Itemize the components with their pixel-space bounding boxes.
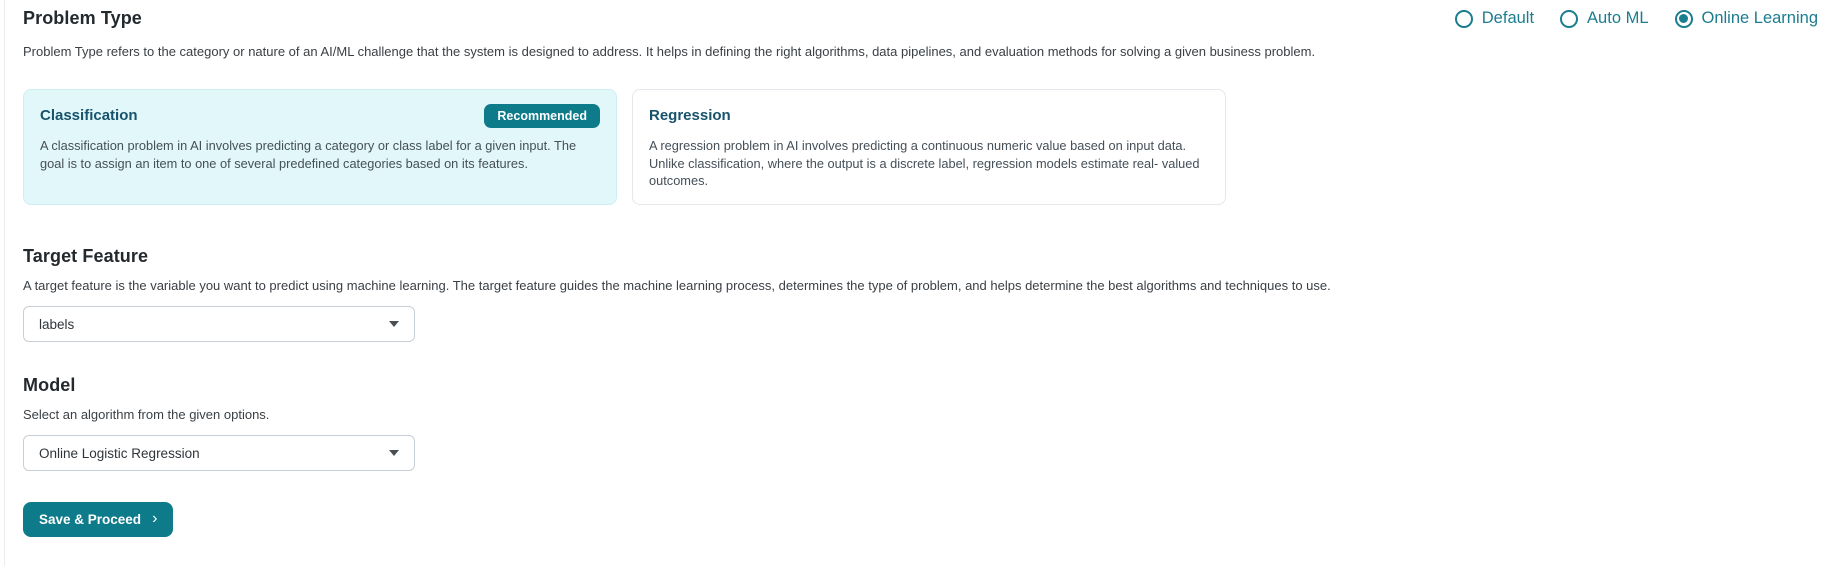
target-feature-section xyxy=(23,246,1820,342)
problem-type-panel xyxy=(4,0,1822,566)
chevron-down-icon xyxy=(389,321,399,327)
radio-online-learning[interactable] xyxy=(1675,9,1819,28)
radio-online-learning-label: Online Learning xyxy=(1701,9,1818,27)
radio-default[interactable] xyxy=(1455,9,1534,28)
target-feature-select-value: labels xyxy=(39,316,75,332)
radio-auto-ml-icon[interactable] xyxy=(1560,10,1578,28)
classification-card-header xyxy=(40,103,600,128)
model-select[interactable] xyxy=(23,435,415,471)
regression-card[interactable] xyxy=(632,89,1226,205)
target-feature-select[interactable] xyxy=(23,306,415,342)
radio-auto-ml-label: Auto ML xyxy=(1587,9,1649,27)
mode-radio-group xyxy=(1455,9,1818,28)
header-row xyxy=(23,8,1820,29)
regression-card-header xyxy=(649,103,1209,128)
classification-card-description: A classification problem in AI involves predicting a category or class label for a given input. The goal is to assign an item to one of several predefined categories based on its features. xyxy=(40,138,577,171)
save-and-proceed-label: Save & Proceed xyxy=(39,512,142,527)
regression-card-title: Regression xyxy=(649,107,731,124)
save-and-proceed-button[interactable] xyxy=(23,502,173,537)
model-select-value: Online Logistic Regression xyxy=(39,445,200,461)
chevron-right-icon: › xyxy=(152,509,158,527)
classification-card-title: Classification xyxy=(40,107,138,124)
target-feature-title: Target Feature xyxy=(23,246,149,266)
problem-type-cards xyxy=(23,89,1820,205)
recommended-badge: Recommended xyxy=(484,104,600,128)
model-title: Model xyxy=(23,375,76,395)
radio-online-learning-icon[interactable] xyxy=(1675,10,1693,28)
regression-card-description: A regression problem in AI involves predicting a continuous numeric value based on input data. Unlike classification, where the output is a discrete label, regression models estimate real- valued outcomes. xyxy=(649,138,1200,188)
chevron-down-icon xyxy=(389,450,399,456)
problem-type-description: Problem Type refers to the category or nature of an AI/ML challenge that the system is designed to address. It helps in defining the right algorithms, data pipelines, and evaluation methods for solving a given business problem. xyxy=(23,44,1316,59)
radio-auto-ml[interactable] xyxy=(1560,9,1648,28)
radio-default-label: Default xyxy=(1481,9,1535,27)
radio-default-icon[interactable] xyxy=(1455,10,1473,28)
target-feature-description: A target feature is the variable you want to predict using machine learning. The target feature guides the machine learning process, determines the type of problem, and helps determine the best algorithms and techniques to use. xyxy=(23,278,1331,293)
classification-card[interactable] xyxy=(23,89,617,205)
page-title: Problem Type xyxy=(23,8,142,28)
model-section xyxy=(23,375,1820,471)
model-description: Select an algorithm from the given options. xyxy=(23,407,270,422)
